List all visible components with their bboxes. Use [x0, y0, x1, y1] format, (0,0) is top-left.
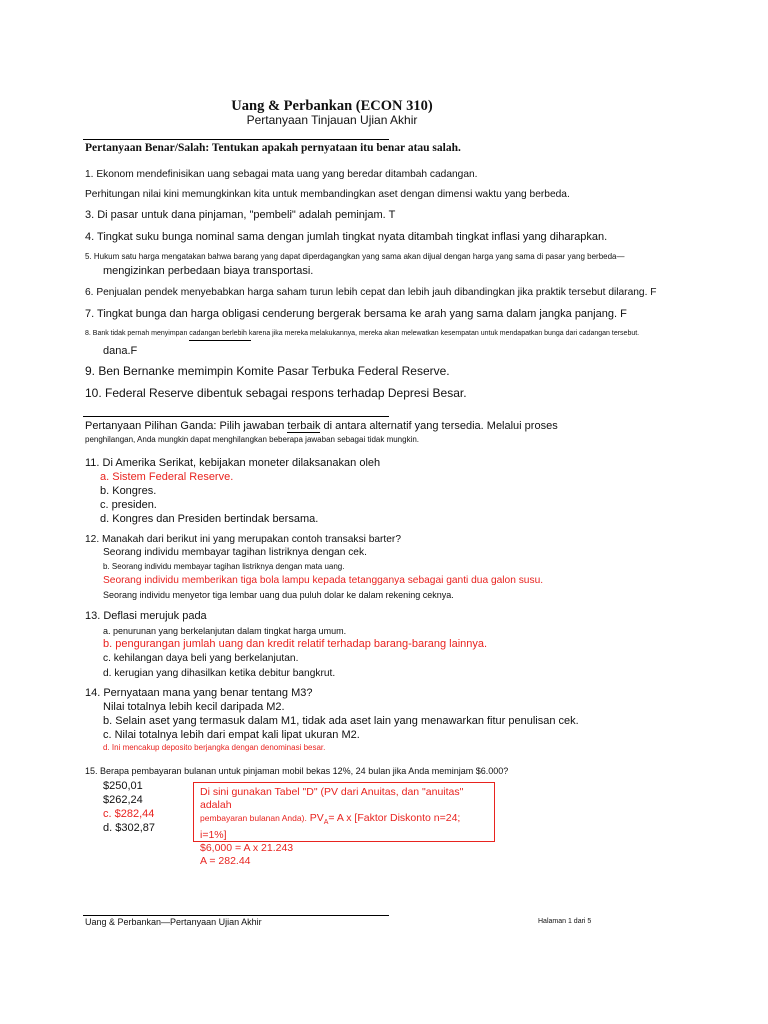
section-divider	[83, 416, 389, 417]
question-15: 15. Berapa pembayaran bulanan untuk pinjaman mobil bekas 12%, 24 bulan jika Anda meminjam $6.000?	[85, 766, 509, 776]
question-14: 14. Pernyataan mana yang benar tentang M3?	[85, 687, 313, 699]
q15-option-b: $262,24	[103, 794, 143, 806]
question-11: 11. Di Amerika Serikat, kebijakan moneter dilaksanakan oleh	[85, 457, 381, 469]
q15-option-a: $250,01	[103, 780, 143, 792]
q14-option-d: d. Ini mencakup deposito berjangka dengan denominasi besar.	[103, 743, 326, 752]
q11-option-b: b. Kongres.	[100, 485, 157, 497]
mc-section-heading	[85, 420, 558, 432]
tf-item-6: 6. Penjualan pendek menyebabkan harga saham turun lebih cepat dan lebih jauh dibandingkan jika praktik tersebut dilarang. F	[85, 287, 657, 298]
answer-line-2-small: pembayaran bulanan Anda).	[200, 813, 307, 823]
footer-left: Uang & Perbankan—Pertanyaan Ujian Akhir	[85, 917, 262, 927]
q12-option-d: Seorang individu menyetor tiga lembar uang dua puluh dolar ke dalam rekening ceknya.	[103, 590, 454, 600]
tf-item-3: 3. Di pasar untuk dana pinjaman, "pembeli" adalah peminjam. T	[85, 209, 396, 221]
tf-item-5: 5. Hukum satu harga mengatakan bahwa barang yang dapat diperdagangkan yang sama akan dijual dengan harga yang sama di pasar yang berbeda—	[85, 252, 625, 261]
tf-item-9: 9. Ben Bernanke memimpin Komite Pasar Terbuka Federal Reserve.	[85, 364, 450, 378]
answer-line-1: Di sini gunakan Tabel "D" (PV dari Anuitas, dan "anuitas" adalah	[200, 786, 464, 811]
section-divider	[83, 139, 389, 140]
tf-section-heading: Pertanyaan Benar/Salah: Tentukan apakah pernyataan itu benar atau salah.	[85, 142, 461, 154]
mc-heading-part1: Pertanyaan Pilihan Ganda: Pilih jawaban	[85, 420, 288, 432]
mc-heading-part2: di antara alternatif yang tersedia. Melalui proses	[320, 420, 558, 432]
q12-option-c: Seorang individu memberikan tiga bola lampu kepada tetangganya sebagai ganti dua galon susu.	[103, 575, 544, 586]
q11-option-a: a. Sistem Federal Reserve.	[100, 471, 234, 483]
page-title: Uang & Perbankan (ECON 310)	[231, 98, 433, 114]
answer-line-2-b: = A x [Faktor Diskonto n=24; i=1%]	[200, 812, 461, 842]
tf-item-4: 4. Tingkat suku bunga nominal sama dengan jumlah tingkat nyata ditambah tingkat inflasi yang diharapkan.	[85, 231, 608, 243]
q11-option-c: c. presiden.	[100, 499, 157, 511]
mc-heading-underlined: terbaik	[287, 420, 321, 432]
tf-item-7: 7. Tingkat bunga dan harga obligasi cenderung bergerak bersama ke arah yang sama dalam jangka panjang. F	[85, 308, 627, 320]
underline-mark	[189, 340, 251, 341]
footer-page-number: Halaman 1 dari 5	[538, 918, 592, 925]
q13-option-c: c. kehilangan daya beli yang berkelanjutan.	[103, 653, 299, 664]
tf-item-10: 10. Federal Reserve dibentuk sebagai respons terhadap Depresi Besar.	[85, 386, 467, 400]
q14-option-c: c. Nilai totalnya lebih dari empat kali lipat ukuran M2.	[103, 729, 360, 741]
q14-option-b: b. Selain aset yang termasuk dalam M1, tidak ada aset lain yang menawarkan fitur penulisan cek.	[103, 715, 579, 727]
tf-item-5-cont: mengizinkan perbedaan biaya transportasi.	[103, 265, 314, 277]
q13-option-b: b. pengurangan jumlah uang dan kredit relatif terhadap barang-barang lainnya.	[103, 638, 488, 650]
q12-option-a: Seorang individu membayar tagihan listriknya dengan cek.	[103, 547, 367, 558]
page-subtitle: Pertanyaan Tinjauan Ujian Akhir	[246, 113, 418, 127]
answer-line-3: $6,000 = A x 21.243	[200, 842, 294, 855]
footer-divider	[83, 915, 389, 916]
q15-option-d: d. $302,87	[103, 822, 155, 834]
question-13: 13. Deflasi merujuk pada	[85, 610, 207, 622]
answer-line-2	[200, 812, 488, 842]
answer-line-2-a: PV	[306, 812, 324, 824]
mc-section-heading-line2: penghilangan, Anda mungkin dapat menghilangkan beberapa jawaban sebagai tidak mungkin.	[85, 435, 420, 444]
q15-option-c: c. $282,44	[103, 808, 155, 820]
tf-item-8: 8. Bank tidak pernah menyimpan cadangan berlebih karena jika mereka melakukannya, mereka akan melewatkan kesempatan untuk mendapatkan bunga dari cadangan tersebut.	[85, 330, 640, 337]
q13-option-a: a. penurunan yang berkelanjutan dalam tingkat harga umum.	[103, 626, 347, 636]
tf-item-8-cont: dana.F	[103, 345, 138, 357]
tf-item-2: Perhitungan nilai kini memungkinkan kita untuk membandingkan aset dengan dimensi waktu yang berbeda.	[85, 189, 570, 200]
tf-item-1: 1. Ekonom mendefinisikan uang sebagai mata uang yang beredar ditambah cadangan.	[85, 169, 478, 180]
q14-option-a: Nilai totalnya lebih kecil daripada M2.	[103, 701, 285, 713]
answer-line-4: A = 282.44	[200, 855, 251, 868]
question-12: 12. Manakah dari berikut ini yang merupakan contoh transaksi barter?	[85, 534, 401, 545]
q11-option-d: d. Kongres dan Presiden bertindak bersama.	[100, 513, 319, 525]
q13-option-d: d. kerugian yang dihasilkan ketika debitur bangkrut.	[103, 668, 336, 679]
q12-option-b: b. Seorang individu membayar tagihan listriknya dengan mata uang.	[103, 562, 345, 571]
answer-line-2-sub: A	[323, 819, 329, 827]
q15-answer-box	[193, 782, 495, 868]
